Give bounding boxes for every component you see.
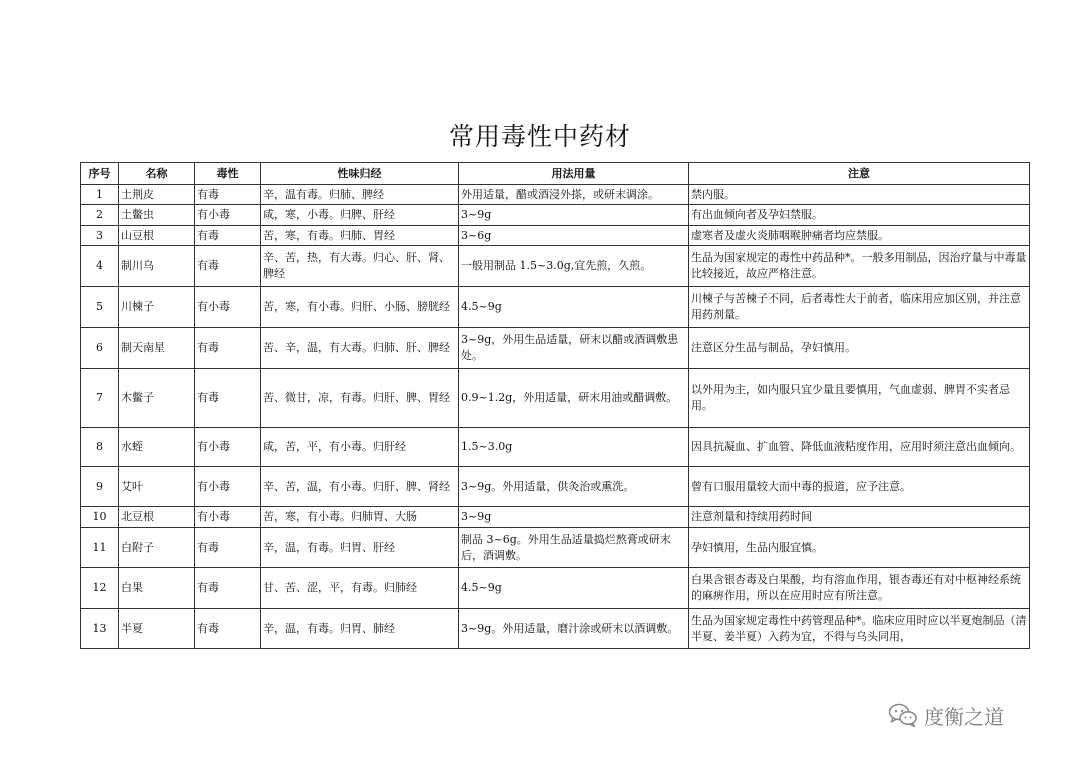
row-usage: 3~9g — [459, 205, 689, 226]
row-usage: 外用适量，醋或酒浸外搽，或研末调涂。 — [459, 185, 689, 205]
row-toxicity: 有毒 — [195, 328, 261, 369]
row-toxicity: 有小毒 — [195, 507, 261, 528]
row-taste: 苦，寒，有小毒。归肝、小肠、膀胱经 — [261, 287, 459, 328]
row-note: 注意区分生品与制品，孕妇慎用。 — [689, 328, 1030, 369]
table-row — [81, 369, 1030, 428]
row-name: 白果 — [119, 568, 195, 609]
row-no: 9 — [81, 467, 119, 507]
row-name: 半夏 — [119, 609, 195, 649]
row-name: 艾叶 — [119, 467, 195, 507]
row-note: 生品为国家规定的毒性中药品种*。一般多用制品，因治疗量与中毒量比较接近，故应严格注意。 — [689, 246, 1030, 287]
row-toxicity: 有毒 — [195, 226, 261, 246]
table-row — [81, 507, 1030, 528]
row-name: 土荆皮 — [119, 185, 195, 205]
row-no: 6 — [81, 328, 119, 369]
header-taste-meridian: 性味归经 — [261, 163, 459, 185]
row-toxicity: 有小毒 — [195, 205, 261, 226]
row-note: 有出血倾向者及孕妇禁服。 — [689, 205, 1030, 226]
table-row — [81, 568, 1030, 609]
row-name: 制天南星 — [119, 328, 195, 369]
table-row — [81, 226, 1030, 246]
row-taste: 苦，寒，有小毒。归肺胃、大肠 — [261, 507, 459, 528]
page-title: 常用毒性中药材 — [448, 122, 631, 151]
row-note: 禁内服。 — [689, 185, 1030, 205]
row-taste: 辛、苦，热，有大毒。归心、肝、肾、脾经 — [261, 246, 459, 287]
header-no: 序号 — [81, 163, 119, 185]
row-note: 注意剂量和持续用药时间 — [689, 507, 1030, 528]
row-no: 5 — [81, 287, 119, 328]
table-row — [81, 428, 1030, 467]
row-toxicity: 有小毒 — [195, 467, 261, 507]
row-toxicity: 有毒 — [195, 185, 261, 205]
row-note: 虚寒者及虚火炎肺咽喉肿痛者均应禁服。 — [689, 226, 1030, 246]
table-row — [81, 185, 1030, 205]
row-toxicity: 有毒 — [195, 369, 261, 428]
row-toxicity: 有毒 — [195, 568, 261, 609]
row-taste: 辛、苦，温，有小毒。归肝、脾、肾经 — [261, 467, 459, 507]
row-name: 制川乌 — [119, 246, 195, 287]
row-no: 11 — [81, 528, 119, 568]
row-name: 北豆根 — [119, 507, 195, 528]
row-taste: 苦、微甘，凉，有毒。归肝、脾、胃经 — [261, 369, 459, 428]
table-row — [81, 205, 1030, 226]
row-taste: 辛，温有毒。归肺、脾经 — [261, 185, 459, 205]
row-toxicity: 有毒 — [195, 528, 261, 568]
row-note: 孕妇慎用，生品内服宜慎。 — [689, 528, 1030, 568]
row-toxicity: 有小毒 — [195, 428, 261, 467]
table-row — [81, 467, 1030, 507]
header-usage-dosage: 用法用量 — [459, 163, 689, 185]
row-no: 13 — [81, 609, 119, 649]
row-usage: 4.5~9g — [459, 568, 689, 609]
row-usage: 4.5~9g — [459, 287, 689, 328]
row-toxicity: 有小毒 — [195, 287, 261, 328]
row-name: 山豆根 — [119, 226, 195, 246]
row-no: 10 — [81, 507, 119, 528]
row-no: 12 — [81, 568, 119, 609]
row-toxicity: 有毒 — [195, 609, 261, 649]
header-notes: 注意 — [689, 163, 1030, 185]
row-note: 生品为国家规定毒性中药管理品种*。临床应用时应以半夏炮制品（清半夏、姜半夏）入药为宜，不得与乌头同用， — [689, 609, 1030, 649]
watermark-text: 度衡之道 — [924, 704, 1004, 729]
row-no: 7 — [81, 369, 119, 428]
row-usage: 3~9g，外用生品适量，研末以醋或酒调敷患处。 — [459, 328, 689, 369]
row-taste: 甘、苦、涩，平，有毒。归肺经 — [261, 568, 459, 609]
row-name: 川楝子 — [119, 287, 195, 328]
row-taste: 苦，寒，有毒。归肺、胃经 — [261, 226, 459, 246]
row-usage: 0.9~1.2g，外用适量，研末用油或醋调敷。 — [459, 369, 689, 428]
table-row — [81, 528, 1030, 568]
row-usage: 一般用制品 1.5~3.0g,宜先煎，久煎。 — [459, 246, 689, 287]
table-row — [81, 287, 1030, 328]
header-name: 名称 — [119, 163, 195, 185]
header-toxicity: 毒性 — [195, 163, 261, 185]
row-name: 木鳖子 — [119, 369, 195, 428]
row-note: 白果含银杏毒及白果酸，均有溶血作用，银杏毒还有对中枢神经系统的麻痹作用，所以在应用时应有所注意。 — [689, 568, 1030, 609]
wechat-icon — [888, 702, 918, 728]
row-usage: 3~9g。外用适量，磨汁涂或研末以酒调敷。 — [459, 609, 689, 649]
row-taste: 咸，寒，小毒。归脾、肝经 — [261, 205, 459, 226]
row-usage: 3~6g — [459, 226, 689, 246]
row-usage: 1.5~3.0g — [459, 428, 689, 467]
row-no: 1 — [81, 185, 119, 205]
row-name: 水蛭 — [119, 428, 195, 467]
row-note: 川楝子与苦楝子不同，后者毒性大于前者，临床用应加区别，并注意用药剂量。 — [689, 287, 1030, 328]
table-row — [81, 328, 1030, 369]
table-row — [81, 246, 1030, 287]
table-header-row — [81, 163, 1030, 185]
row-usage: 制品 3~6g。外用生品适量捣烂熬膏或研末后，酒调敷。 — [459, 528, 689, 568]
row-toxicity: 有毒 — [195, 246, 261, 287]
row-note: 因具抗凝血、扩血管、降低血液粘度作用，应用时须注意出血倾向。 — [689, 428, 1030, 467]
row-no: 4 — [81, 246, 119, 287]
row-no: 2 — [81, 205, 119, 226]
watermark — [888, 697, 1004, 733]
row-taste: 辛，温，有毒。归胃、肺经 — [261, 609, 459, 649]
row-taste: 咸，苦，平，有小毒。归肝经 — [261, 428, 459, 467]
row-no: 8 — [81, 428, 119, 467]
row-no: 3 — [81, 226, 119, 246]
row-taste: 辛，温，有毒。归胃、肝经 — [261, 528, 459, 568]
row-taste: 苦、辛，温，有大毒。归肺、肝、脾经 — [261, 328, 459, 369]
row-name: 土鳖虫 — [119, 205, 195, 226]
row-usage: 3~9g — [459, 507, 689, 528]
toxic-herbs-table — [80, 162, 1030, 649]
row-note: 曾有口服用量较大而中毒的报道，应予注意。 — [689, 467, 1030, 507]
row-note: 以外用为主，如内服只宜少量且要慎用，气血虚弱、脾胃不实者忌用。 — [689, 369, 1030, 428]
row-name: 白附子 — [119, 528, 195, 568]
row-usage: 3~9g。外用适量，供灸治或熏洗。 — [459, 467, 689, 507]
table-row — [81, 609, 1030, 649]
